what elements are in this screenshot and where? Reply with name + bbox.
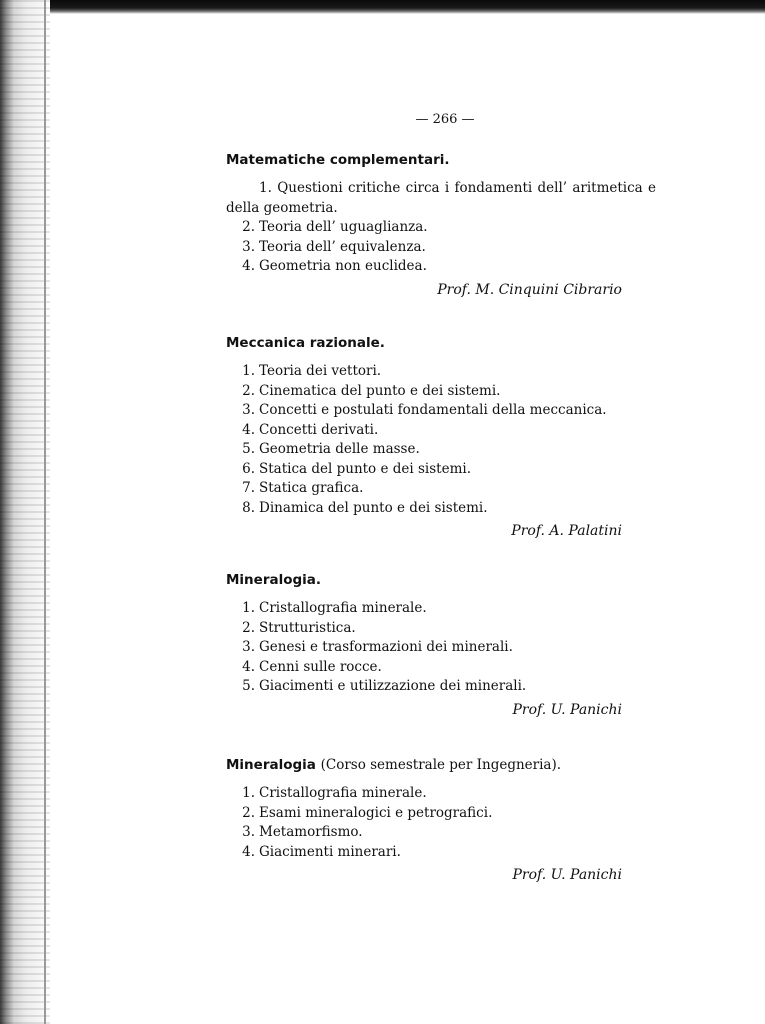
item-number: 8. <box>242 499 255 516</box>
list-item <box>226 401 656 421</box>
list-item <box>226 218 656 238</box>
course-section-meccanica <box>226 334 656 541</box>
course-title: Meccanica razionale. <box>226 335 385 351</box>
item-text: Concetti derivati. <box>259 421 379 438</box>
item-text: Teoria dell’ equivalenza. <box>259 238 426 255</box>
item-text: Esami mineralogici e petrografici. <box>259 804 493 821</box>
item-number: 6. <box>242 460 255 477</box>
list-item <box>226 658 656 678</box>
course-topic-list <box>226 784 656 862</box>
item-text: Statica grafica. <box>259 480 364 496</box>
course-topic-list <box>226 599 656 697</box>
item-number: 4. <box>242 843 255 860</box>
item-number: 2. <box>242 619 255 636</box>
professor-name: Prof. U. Panichi <box>512 701 622 718</box>
item-text: Cinematica del punto e dei sistemi. <box>259 382 501 399</box>
professor-name: Prof. U. Panichi <box>512 867 622 883</box>
item-text: Teoria dei vettori. <box>259 363 382 379</box>
list-item <box>226 179 656 218</box>
course-title <box>226 756 656 774</box>
list-item <box>226 599 656 619</box>
item-number: 1. <box>242 363 255 379</box>
item-number: 7. <box>242 480 255 496</box>
page-number: — 266 — <box>415 112 475 127</box>
item-text: Strutturistica. <box>259 619 356 636</box>
list-item <box>226 499 656 519</box>
course-title: Mineralogia. <box>226 572 322 588</box>
scan-top-edge <box>0 0 765 14</box>
item-number: 4. <box>242 421 255 438</box>
list-item <box>226 784 656 804</box>
item-number: 5. <box>242 678 255 694</box>
item-text: Dinamica del punto e dei sistemi. <box>259 499 488 516</box>
item-text: Geometria non euclidea. <box>259 258 427 274</box>
course-title: Matematiche complementari. <box>226 152 450 168</box>
item-number: 4. <box>242 258 255 274</box>
item-text: Cristallografia minerale. <box>259 785 427 801</box>
course-topic-list <box>226 179 656 277</box>
item-number: 3. <box>242 238 255 255</box>
item-text: Giacimenti minerari. <box>259 843 401 860</box>
list-item <box>226 619 656 639</box>
list-item <box>226 843 656 863</box>
item-number: 3. <box>242 639 255 655</box>
item-text: Metamorfismo. <box>259 824 363 840</box>
course-topic-list <box>226 362 656 518</box>
professor-name: Prof. A. Palatini <box>511 523 622 539</box>
list-item <box>226 677 656 697</box>
professor-name: Prof. M. Cinquini Cibrario <box>437 281 622 298</box>
list-item <box>226 382 656 402</box>
item-number: 4. <box>242 658 255 675</box>
item-text: Giacimenti e utilizzazione dei minerali. <box>259 678 527 694</box>
item-text: Questioni critiche circa i fondamenti dell’ aritmetica e della geometria. <box>226 180 656 216</box>
list-item <box>226 421 656 441</box>
list-item <box>226 479 656 499</box>
list-item <box>226 362 656 382</box>
item-text: Concetti e postulati fondamentali della meccanica. <box>259 402 607 418</box>
item-text: Cenni sulle rocce. <box>259 658 382 675</box>
course-title-note: (Corso semestrale per Ingegneria). <box>320 757 562 773</box>
list-item <box>226 440 656 460</box>
item-number: 5. <box>242 441 255 457</box>
item-number: 2. <box>242 219 255 235</box>
item-number: 3. <box>242 402 255 418</box>
item-text: Cristallografia minerale. <box>259 600 427 616</box>
item-number: 3. <box>242 824 255 840</box>
item-text: Teoria dell’ uguaglianza. <box>259 219 428 235</box>
item-number: 1. <box>259 180 272 196</box>
list-item <box>226 460 656 480</box>
scan-binding-edge <box>0 0 50 1024</box>
item-number: 2. <box>242 804 255 821</box>
item-number: 1. <box>242 785 255 801</box>
item-text: Genesi e trasformazioni dei minerali. <box>259 639 513 655</box>
course-section-matematiche <box>226 151 656 300</box>
item-text: Geometria delle masse. <box>259 441 420 457</box>
list-item <box>226 804 656 824</box>
course-section-mineralogia-ingegneria <box>226 756 656 885</box>
list-item <box>226 823 656 843</box>
course-section-mineralogia <box>226 571 656 720</box>
list-item <box>226 638 656 658</box>
list-item <box>226 257 656 277</box>
course-title-main: Mineralogia <box>226 757 316 773</box>
list-item <box>226 238 656 258</box>
item-text: Statica del punto e dei sistemi. <box>259 460 471 477</box>
item-number: 1. <box>242 600 255 616</box>
item-number: 2. <box>242 382 255 399</box>
